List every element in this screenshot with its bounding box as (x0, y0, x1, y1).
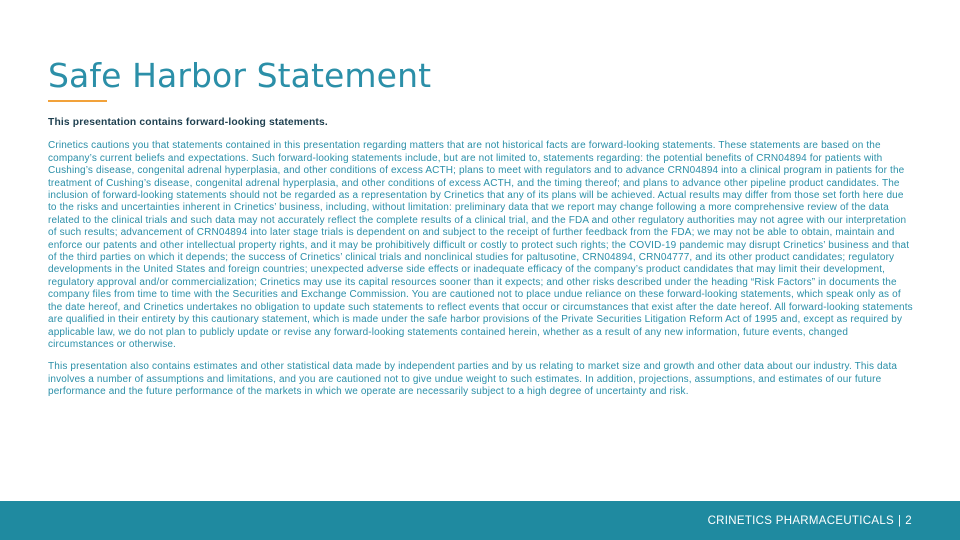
disclaimer-paragraph-2: This presentation also contains estimates and other statistical data made by independent parties and by us relating to market size and growth and other data about our industry. This data involves a number of assumptions and limitations, and you are cautioned not to give undue weight to such estimates. In addition, projections, assumptions, and estimates of our future performance and the future performance of the markets in which we operate are necessarily subject to a high degree of uncertainty and risk. (48, 361, 898, 398)
footer-company: CRINETICS PHARMACEUTICALS (707, 515, 894, 527)
footer-bar (0, 501, 960, 540)
title-accent-rule (48, 100, 107, 102)
footer-separator: | (898, 515, 902, 527)
intro-heading: This presentation contains forward-looking statements. (48, 117, 328, 128)
slide-body (48, 117, 914, 409)
footer-label (708, 515, 912, 527)
disclaimer-paragraph-1: Crinetics cautions you that statements contained in this presentation regarding matters that are not historical facts are forward-looking statements. These statements are based on the company’s current beliefs and expectations. Such forward-looking statements include, but are not limited to, statements regarding: the potential benefits of CRN04894 for patients with Cushing’s disease, congenital adrenal hyperplasia, and other conditions of excess ACTH; plans to meet with regulators and to advance CRN04894 into a clinical program in patients for the treatment of Cushing’s disease, congenital adrenal hyperplasia, and other conditions of excess ACTH, and the timing thereof; and plans to advance other pipeline product candidates. The inclusion of forward-looking statements should not be regarded as a representation by Crinetics that any of its plans will be achieved. Actual results may differ from those set forth here due to the risks and uncertainties inherent in Crinetics’ business, including, without limitation: preliminary data that we report may change following a more comprehensive review of the data related to the clinical trials and such data may not accurately reflect the complete results of a clinical trial, and the FDA and other regulatory authorities may not agree with our interpretation of such results; advancement of CRN04894 into later stage trials is dependent on and subject to the receipt of further feedback from the FDA; we may not be able to obtain, maintain and enforce our patents and other intellectual property rights, and it may be prohibitively difficult or costly to protect such rights; the COVID-19 pandemic may disrupt Crinetics’ business and that of the third parties on which it depends; the success of Crinetics’ clinical trials and nonclinical studies for paltusotine, CRN04894, CRN04777, and its other product candidates; regulatory developments in the United States and foreign countries; unexpected adverse side effects or inadequate efficacy of the company’s product candidates that may limit their development, regulatory approval and/or commercialization; Crinetics may use its capital resources sooner than it expects; and other risks described under the heading “Risk Factors” in documents the company files from time to time with the Securities and Exchange Commission. You are cautioned not to place undue reliance on these forward-looking statements, which speak only as of the date hereof, and Crinetics undertakes no obligation to update such statements to reflect events that occur or circumstances that exist after the date hereof. All forward-looking statements are qualified in their entirety by this cautionary statement, which is made under the safe harbor provisions of the Private Securities Litigation Reform Act of 1995 and, except as required by applicable law, we do not plan to publicly update or revise any forward-looking statements contained herein, whether as a result of any new information, future events, changed circumstances or otherwise. (48, 140, 913, 350)
slide-title: Safe Harbor Statement (48, 56, 432, 95)
page-number: 2 (905, 515, 912, 527)
